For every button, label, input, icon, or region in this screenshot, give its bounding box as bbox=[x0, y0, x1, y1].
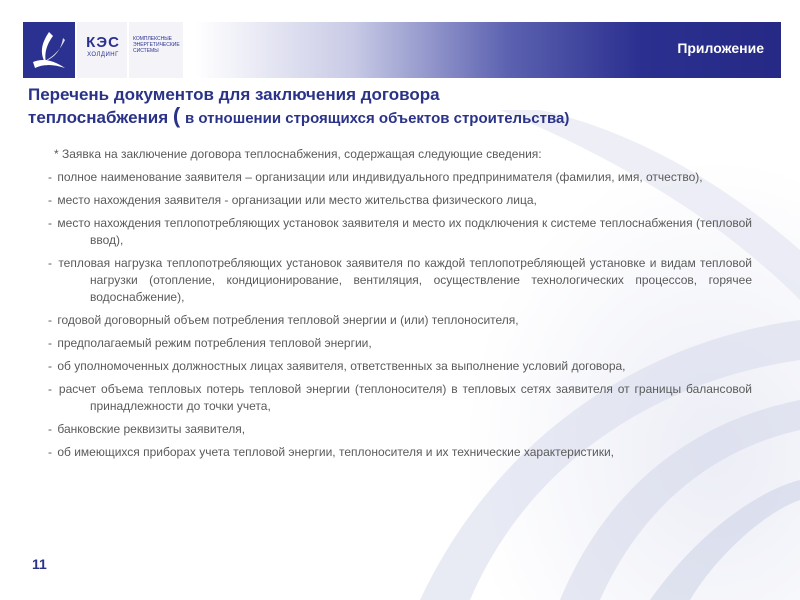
logo-brand-text: КЭС bbox=[86, 34, 120, 51]
list-item: - полное наименование заявителя – организации или индивидуального предпринимателя (фамилия, имя, отчество), bbox=[48, 170, 703, 184]
logo-description bbox=[129, 22, 183, 78]
heading-subtitle: в отношении строящихся объектов строительства) bbox=[184, 110, 570, 127]
heading-line-1: Перечень документов для заключения договора bbox=[28, 85, 440, 104]
page-number: 11 bbox=[32, 556, 47, 572]
heading-line-2: теплоснабжения bbox=[28, 108, 169, 127]
logo-brand bbox=[77, 22, 127, 78]
logo-description-text: КОМПЛЕКСНЫЕ ЭНЕРГЕТИЧЕСКИЕ СИСТЕМЫ bbox=[133, 36, 180, 54]
list-item: - банковские реквизиты заявителя, bbox=[48, 422, 246, 436]
list-item: - об уполномоченных должностных лицах заявителя, ответственных за выполнение условий договора, bbox=[48, 359, 626, 373]
list-intro: * Заявка на заключение договора теплоснабжения, содержащая следующие сведения: bbox=[54, 147, 542, 161]
list-item: - об имеющихся приборах учета тепловой энергии, теплоносителя и их технические характеристики, bbox=[48, 445, 615, 459]
list-item: - место нахождения заявителя - организации или место жительства физического лица, bbox=[48, 193, 537, 207]
list-item: - тепловая нагрузка теплопотребляющих установок заявителя по каждой теплопотребляющей установке и видам тепловой нагрузки (отопление, кондиционирование, вентиляция, осуществление технологических процессов, горячее водоснабжение), bbox=[48, 256, 752, 304]
heading-paren: ( bbox=[172, 103, 181, 128]
logo-subtitle-text: ХОЛДИНГ bbox=[87, 52, 119, 58]
header-title: Приложение bbox=[677, 40, 764, 56]
list-item: - место нахождения теплопотребляющих установок заявителя и место их подключения к системе теплоснабжения (тепловой ввод), bbox=[48, 216, 752, 247]
list-item: - расчет объема тепловых потерь тепловой энергии (теплоносителя) в тепловых сетях заявителя от границы балансовой принадлежности до точки учета, bbox=[48, 382, 752, 413]
page-heading bbox=[28, 84, 648, 129]
list-item: - годовой договорный объем потребления тепловой энергии и (или) теплоносителя, bbox=[48, 313, 519, 327]
company-logo bbox=[23, 22, 183, 78]
logo-emblem-icon bbox=[23, 22, 75, 78]
document-list bbox=[48, 146, 752, 467]
list-item: - предполагаемый режим потребления тепловой энергии, bbox=[48, 336, 372, 350]
